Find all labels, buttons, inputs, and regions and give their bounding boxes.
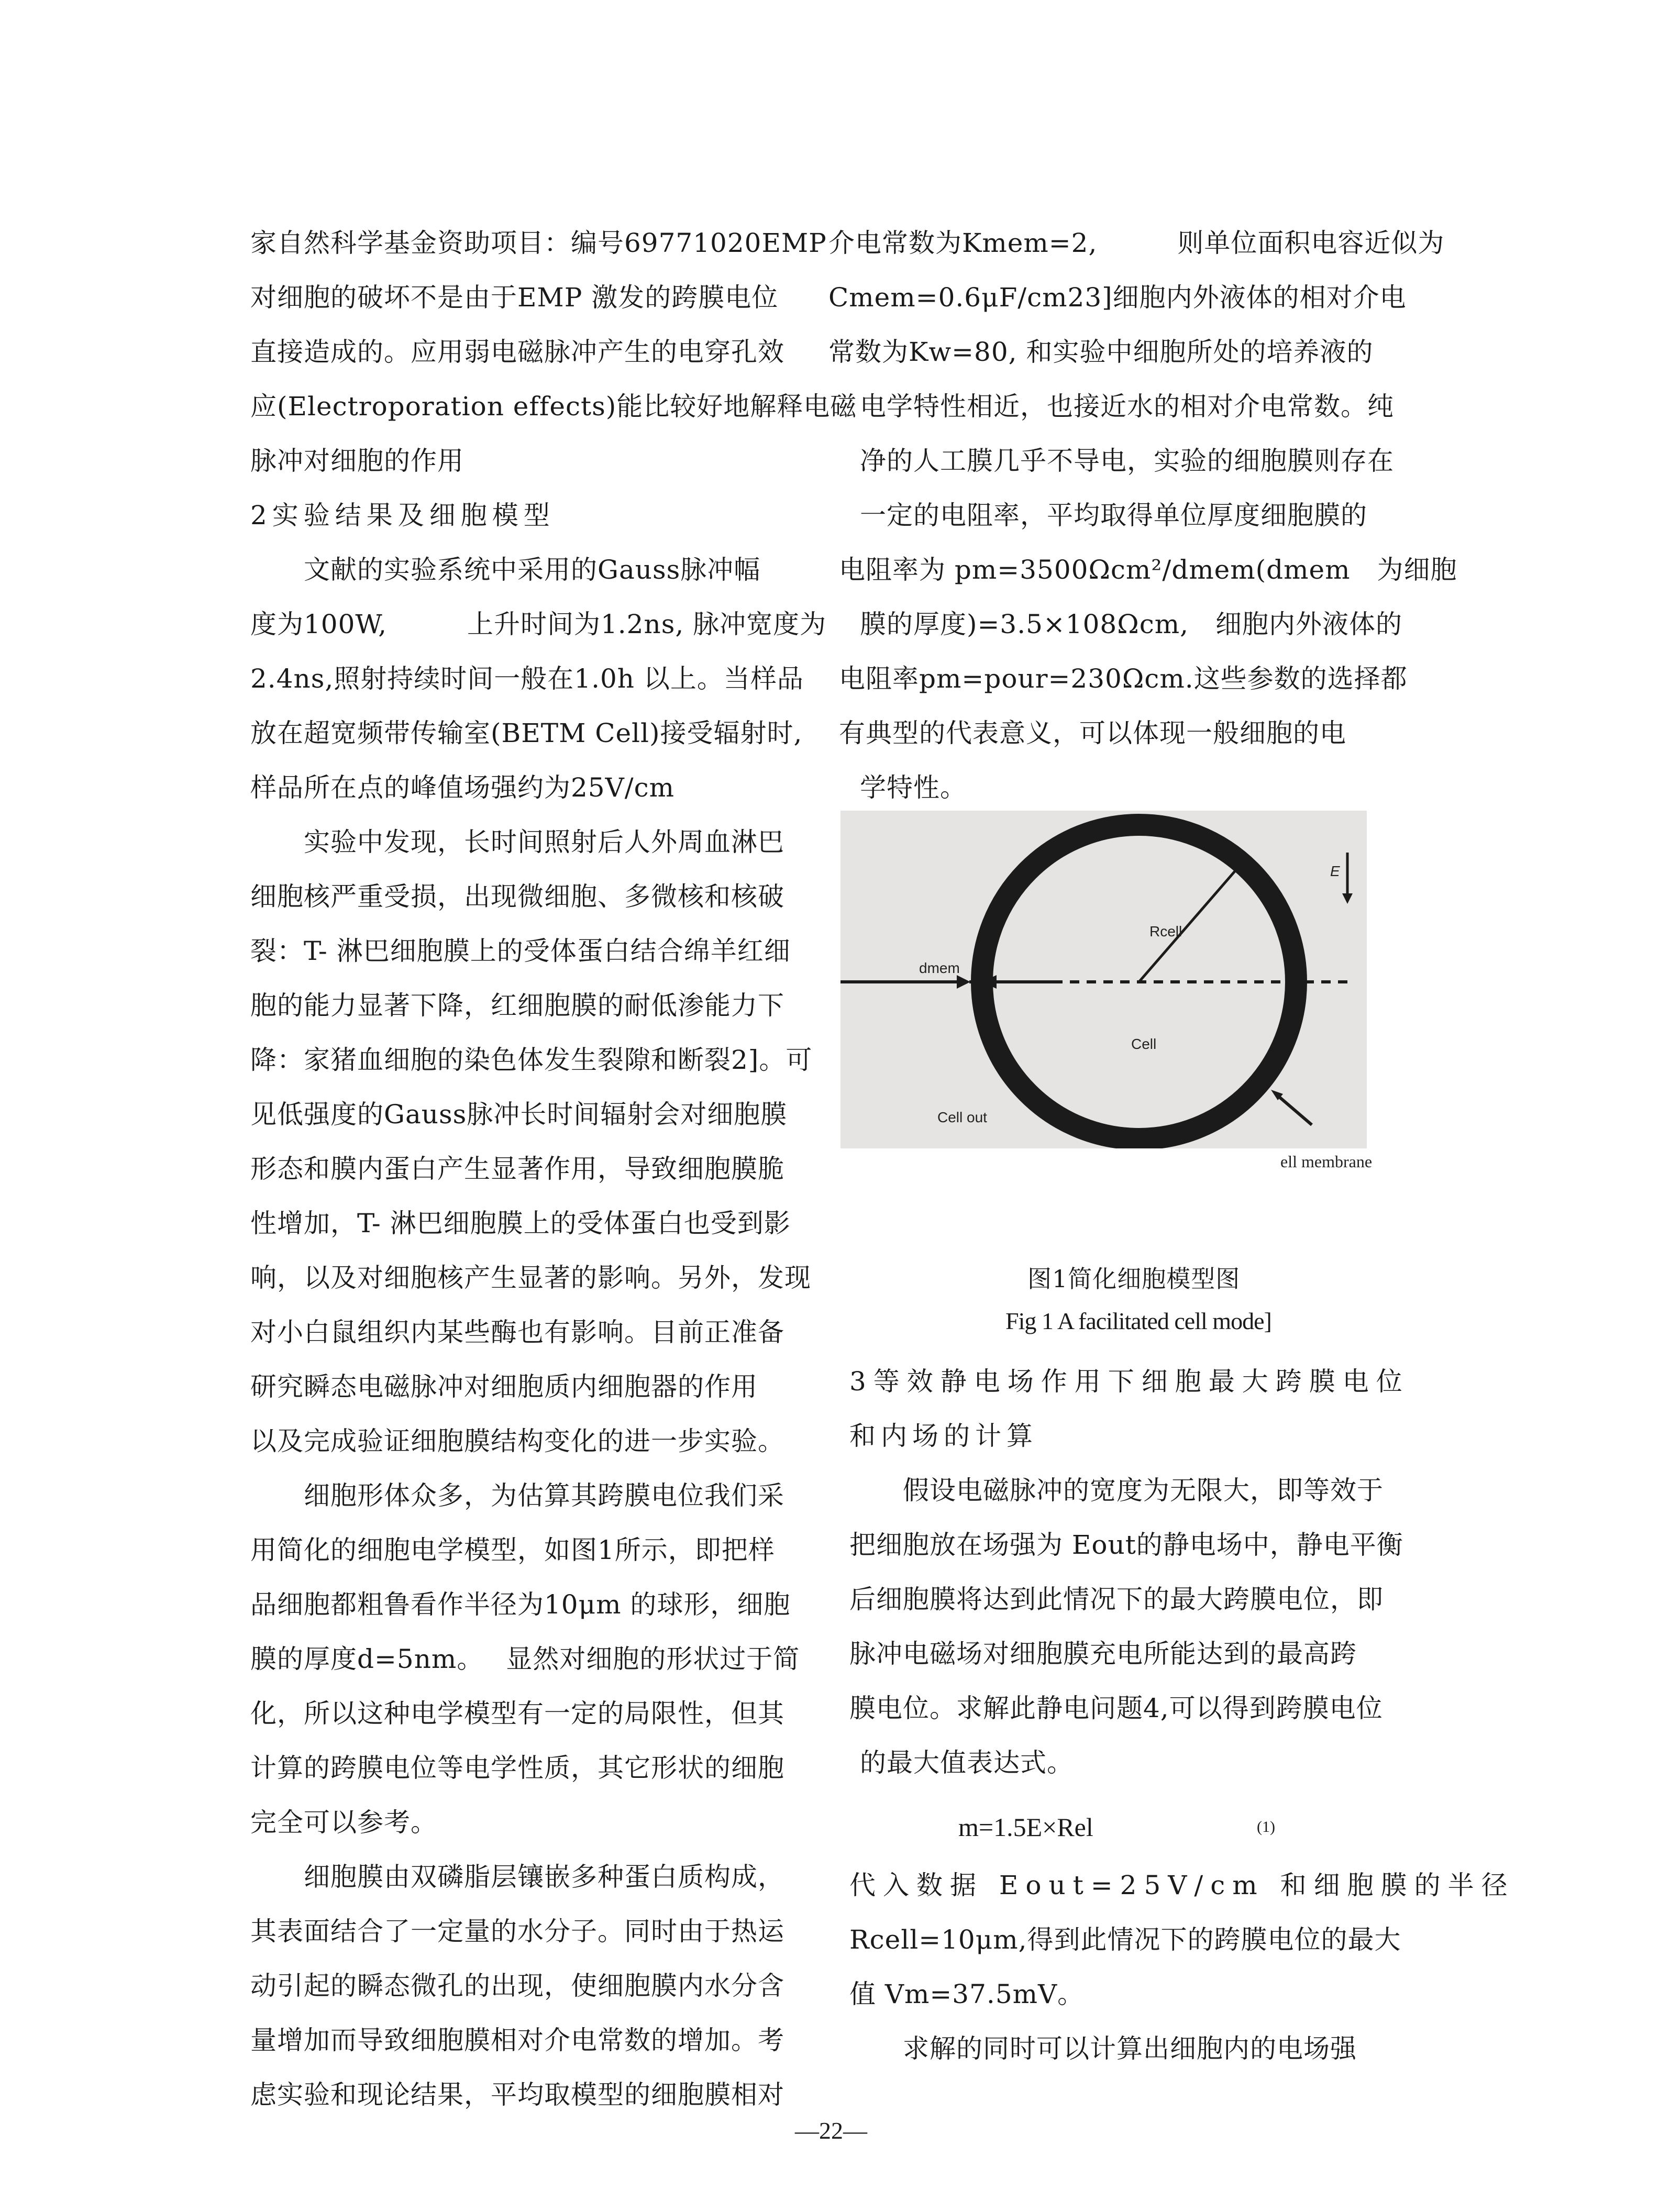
text-line: 化，所以这种电学模型有一定的局限性，但其 xyxy=(250,1698,784,1729)
text-line: Cmem=0.6μF/cm23]细胞内外液体的相对介电 xyxy=(828,282,1407,313)
text-line: 计算的跨膜电位等电学性质，其它形状的细胞 xyxy=(250,1753,784,1783)
text-line: 脉冲电磁场对细胞膜充电所能达到的最高跨 xyxy=(849,1639,1357,1669)
text-line: 电阻率pm=pour=230Ωcm.这些参数的选择都 xyxy=(839,663,1408,694)
text-line: 实验中发现，长时间照射后人外周血淋巴 xyxy=(250,827,784,857)
text-line: 2实验结果及细胞模型 xyxy=(250,500,555,530)
membrane-pointer-line xyxy=(1275,1093,1312,1125)
text-line: 值 Vm=37.5mV。 xyxy=(849,1979,1085,2009)
text-line: 细胞形体众多，为估算其跨膜电位我们采 xyxy=(250,1480,784,1511)
figure-caption-en: Fig 1 A facilitated cell mode] xyxy=(1005,1308,1271,1334)
text-line: 电阻率为 pm=3500Ωcm²/dmem(dmem 为细胞 xyxy=(839,555,1457,585)
text-line: 有典型的代表意义，可以体现一般细胞的电 xyxy=(839,718,1346,748)
text-line: 品细胞都粗鲁看作半径为10μm 的球形，细胞 xyxy=(250,1589,791,1620)
right-column-top xyxy=(828,216,1457,815)
dmem-left-arrow-head xyxy=(957,975,970,989)
dmem-label: dmem xyxy=(919,960,960,976)
equation-number: (1) xyxy=(1257,1818,1275,1835)
equation: m=1.5E×Rel xyxy=(958,1812,1093,1842)
text-line: 介电常数为Kmem=2, 则单位面积电容近似为 xyxy=(828,228,1445,258)
text-line: 细胞核严重受损，出现微细胞、多微核和核破 xyxy=(250,881,784,912)
text-line: 和内场的计算 xyxy=(849,1421,1038,1451)
text-line: 完全可以参考。 xyxy=(250,1807,437,1838)
text-line: 把细胞放在场强为 Eout的静电场中，静电平衡 xyxy=(849,1530,1403,1560)
text-line: 的最大值表达式。 xyxy=(860,1748,1074,1778)
cell-model-diagram xyxy=(840,811,1367,1148)
text-line: 细胞膜由双磷脂层镶嵌多种蛋白质构成， xyxy=(250,1862,784,1892)
text-line: 放在超宽频带传输室(BETM Cell)接受辐射时, xyxy=(250,718,803,748)
text-line: 家自然科学基金资助项目：编号69771020EMP xyxy=(250,228,827,258)
figure-caption-cn: 图1简化细胞模型图 xyxy=(1027,1265,1241,1293)
text-line: 电学特性相近，也接近水的相对介电常数。纯 xyxy=(860,391,1394,422)
text-line: 膜的厚度d=5nm。 显然对细胞的形状过于简 xyxy=(250,1644,800,1674)
text-line: 胞的能力显著下降，红细胞膜的耐低渗能力下 xyxy=(250,990,784,1021)
text-line: 代入数据 Eout=25V/cm 和细胞膜的半径 xyxy=(849,1870,1515,1900)
text-line: 膜电位。求解此静电问题4,可以得到跨膜电位 xyxy=(849,1693,1383,1723)
text-line: 常数为Kw=80, 和实验中细胞所处的培养液的 xyxy=(828,337,1374,367)
text-line: 求解的同时可以计算出细胞内的电场强 xyxy=(849,2033,1357,2064)
text-line: Rcell=10μm,得到此情况下的跨膜电位的最大 xyxy=(849,1925,1401,1955)
text-line: 脉冲对细胞的作用 xyxy=(250,446,464,476)
text-line: 裂：T- 淋巴细胞膜上的受体蛋白结合绵羊红细 xyxy=(250,936,791,966)
cell-model-figure xyxy=(840,811,1367,1148)
text-line: 文献的实验系统中采用的Gauss脉冲幅 xyxy=(250,555,761,585)
text-line: 对小白鼠组织内某些酶也有影响。目前正准备 xyxy=(250,1317,784,1347)
radius-label: Rcell xyxy=(1149,923,1182,939)
text-line: 用简化的细胞电学模型，如图1所示，即把样 xyxy=(250,1535,775,1565)
field-label: E xyxy=(1330,863,1340,879)
text-line: 响，以及对细胞核产生显著的影响。另外，发现 xyxy=(250,1263,811,1293)
field-arrow-head xyxy=(1342,893,1353,904)
page-number: —22— xyxy=(795,2117,867,2144)
text-line: 性增加，T- 淋巴细胞膜上的受体蛋白也受到影 xyxy=(250,1208,791,1238)
text-line: 量增加而导致细胞膜相对介电常数的增加。考 xyxy=(250,2025,784,2055)
text-line: 见低强度的Gauss脉冲长时间辐射会对细胞膜 xyxy=(250,1099,788,1130)
text-line: 3等效静电场作用下细胞最大跨膜电位 xyxy=(849,1366,1410,1397)
text-line: 虑实验和现论结果，平均取模型的细胞膜相对 xyxy=(250,2080,784,2110)
right-column-after-equation xyxy=(828,1858,1515,2076)
text-line: 后细胞膜将达到此情况下的最大跨膜电位，即 xyxy=(849,1584,1384,1614)
text-line: 对细胞的破坏不是由于EMP 激发的跨膜电位 xyxy=(250,282,779,313)
text-line: 学特性。 xyxy=(860,772,967,803)
text-line: 2.4ns,照射持续时间一般在1.0h 以上。当样品 xyxy=(250,663,804,694)
text-line: 以及完成验证细胞膜结构变化的进一步实验。 xyxy=(250,1426,784,1456)
cell-out-label: Cell out xyxy=(937,1109,987,1125)
text-line: 样品所在点的峰值场强约为25V/cm xyxy=(250,772,674,803)
text-line: 研究瞬态电磁脉冲对细胞质内细胞器的作用 xyxy=(250,1372,758,1402)
text-line: 假设电磁脉冲的宽度为无限大，即等效于 xyxy=(849,1475,1384,1506)
text-line: 其表面结合了一定量的水分子。同时由于热运 xyxy=(250,1916,784,1946)
text-line: 降：家猪血细胞的染色体发生裂隙和断裂2]。可 xyxy=(250,1045,813,1075)
text-line: 形态和膜内蛋白产生显著作用，导致细胞膜脆 xyxy=(250,1154,784,1184)
text-line: 净的人工膜几乎不导电，实验的细胞膜则存在 xyxy=(860,446,1394,476)
text-line: 膜的厚度)=3.5×108Ωcm, 细胞内外液体的 xyxy=(860,609,1403,639)
text-line: 动引起的瞬态微孔的出现，使细胞膜内水分含 xyxy=(250,1971,784,2001)
membrane-label: ell membrane xyxy=(1280,1152,1373,1171)
right-column-section3 xyxy=(828,1354,1431,1790)
text-line: 应(Electroporation effects)能比较好地解释电磁 xyxy=(250,391,857,422)
text-line: 直接造成的。应用弱电磁脉冲产生的电穿孔效 xyxy=(250,337,784,367)
text-line: 一定的电阻率，平均取得单位厚度细胞膜的 xyxy=(860,500,1367,530)
text-line: 度为100W, 上升时间为1.2ns, 脉冲宽度为 xyxy=(250,609,827,639)
left-column xyxy=(250,216,857,2122)
cell-inside-label: Cell xyxy=(1131,1036,1157,1052)
